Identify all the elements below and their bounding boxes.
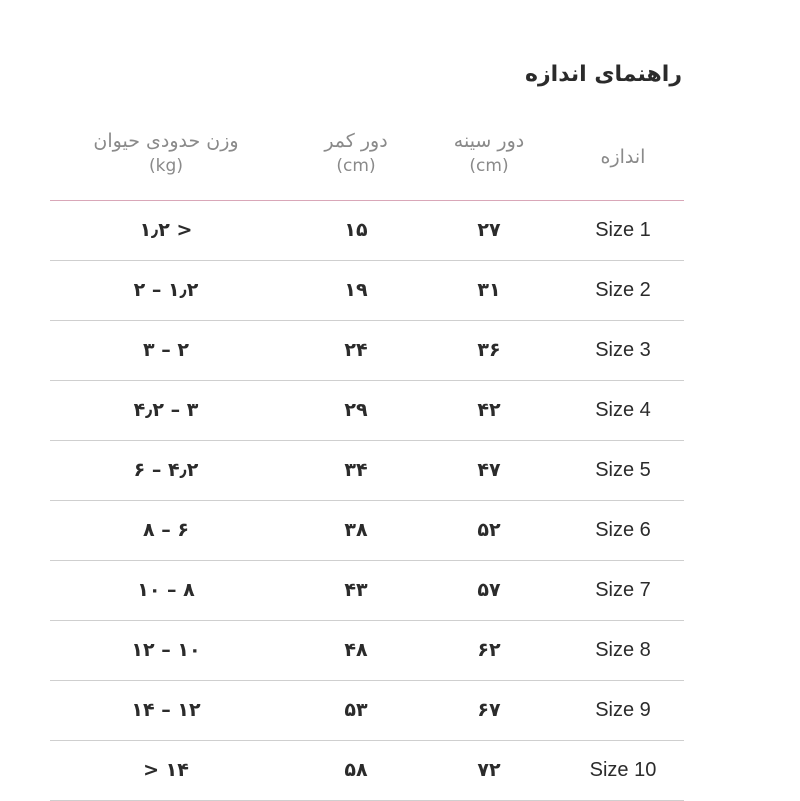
chest-cell: ۵۲ — [477, 519, 501, 541]
table-row — [50, 441, 684, 501]
header-waist-unit: (cm) — [336, 156, 376, 176]
chest-cell: ۷۲ — [477, 759, 501, 781]
table-row — [50, 561, 684, 621]
table-row — [50, 621, 684, 681]
header-weight-label: وزن حدودی حیوان — [93, 130, 239, 152]
table-row — [50, 201, 684, 261]
waist-cell: ۲۴ — [344, 339, 368, 361]
size-cell: Size 9 — [595, 699, 651, 721]
table-row — [50, 681, 684, 741]
size-cell: Size 6 — [595, 519, 651, 541]
waist-cell: ۲۹ — [344, 399, 368, 421]
table-header-row — [50, 120, 684, 201]
size-guide-table — [50, 120, 684, 801]
chest-cell: ۶۷ — [477, 699, 501, 721]
chest-cell: ۶۲ — [477, 639, 501, 661]
size-cell: Size 10 — [589, 759, 657, 781]
table-row — [50, 261, 684, 321]
waist-cell: ۴۸ — [344, 639, 368, 661]
header-chest-label: دور سینه — [453, 130, 525, 152]
waist-cell: ۵۳ — [344, 699, 368, 721]
page-title: راهنمای اندازه — [525, 62, 682, 87]
chest-cell: ۴۷ — [477, 459, 501, 481]
table-row — [50, 741, 684, 801]
weight-cell: ۱۰ – ۱۲ — [131, 639, 201, 661]
waist-cell: ۳۸ — [344, 519, 368, 541]
weight-cell: ۸ – ۱۰ — [137, 579, 195, 601]
size-cell: Size 2 — [595, 279, 651, 301]
size-cell: Size 4 — [595, 399, 651, 421]
header-weight — [50, 128, 282, 178]
chest-cell: ۳۱ — [477, 279, 501, 301]
waist-cell: ۱۹ — [344, 279, 368, 301]
weight-cell: ۳ – ۴٫۲ — [133, 399, 199, 421]
weight-cell: < ۱٫۲ — [139, 219, 193, 241]
header-chest — [430, 128, 548, 178]
weight-cell: ۱٫۲ – ۲ — [133, 279, 199, 301]
weight-cell: ۴٫۲ – ۶ — [133, 459, 199, 481]
chest-cell: ۵۷ — [477, 579, 501, 601]
header-size — [554, 144, 692, 170]
table-row — [50, 501, 684, 561]
weight-cell: ۲ – ۳ — [143, 339, 189, 361]
size-cell: Size 3 — [595, 339, 651, 361]
waist-cell: ۱۵ — [344, 219, 368, 241]
weight-cell: ۶ – ۸ — [143, 519, 189, 541]
size-cell: Size 5 — [595, 459, 651, 481]
waist-cell: ۵۸ — [344, 759, 368, 781]
weight-cell: ۱۲ – ۱۴ — [131, 699, 201, 721]
waist-cell: ۴۳ — [344, 579, 368, 601]
table-row — [50, 381, 684, 441]
table-row — [50, 321, 684, 381]
header-waist-label: دور کمر — [324, 130, 388, 152]
header-chest-unit: (cm) — [469, 156, 509, 176]
size-cell: Size 8 — [595, 639, 651, 661]
chest-cell: ۳۶ — [477, 339, 501, 361]
header-waist — [295, 128, 417, 178]
header-size-label: اندازه — [600, 146, 646, 168]
chest-cell: ۴۲ — [477, 399, 501, 421]
chest-cell: ۲۷ — [477, 219, 501, 241]
size-cell: Size 7 — [595, 579, 651, 601]
header-weight-unit: (kg) — [149, 156, 183, 176]
size-cell: Size 1 — [595, 219, 651, 241]
waist-cell: ۳۴ — [344, 459, 368, 481]
weight-cell: ۱۴ < — [143, 759, 189, 781]
